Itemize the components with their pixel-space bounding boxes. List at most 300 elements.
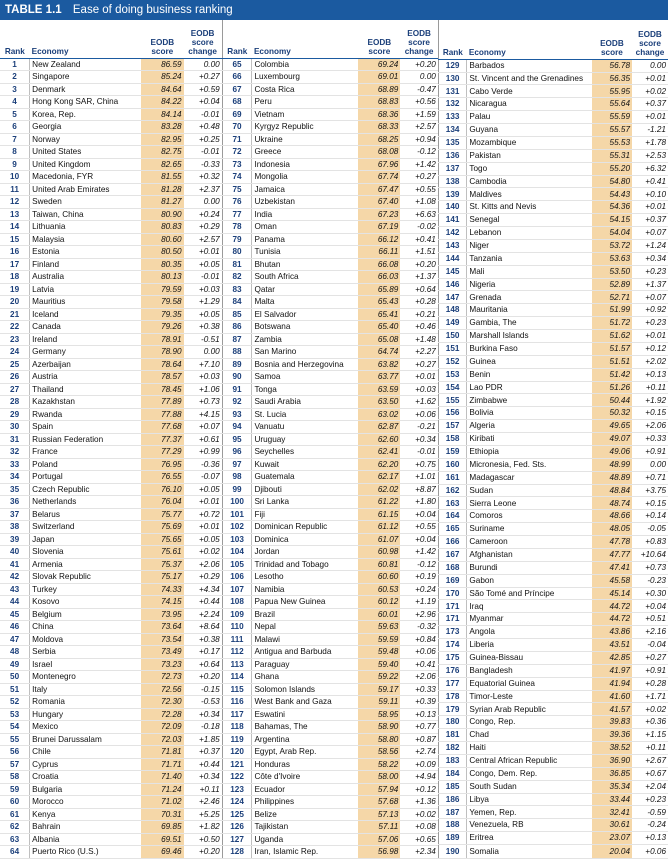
- score-cell: 84.22: [141, 96, 184, 109]
- economy-cell: Ukraine: [252, 133, 358, 146]
- economy-cell: Cyprus: [30, 758, 141, 771]
- economy-cell: Japan: [30, 533, 141, 546]
- table-row: [0, 333, 222, 346]
- rank-cell: 63: [0, 833, 30, 846]
- header-score: EODB score: [592, 20, 632, 59]
- table-row: [222, 408, 438, 421]
- table-row: [0, 746, 222, 759]
- rank-cell: 57: [0, 758, 30, 771]
- change-cell: +1.62: [400, 396, 438, 409]
- change-cell: +0.11: [632, 742, 668, 755]
- table-row: [222, 258, 438, 271]
- change-cell: +0.27: [400, 171, 438, 184]
- rank-cell: 96: [222, 446, 252, 459]
- rank-cell: 155: [438, 394, 467, 407]
- rank-cell: 85: [222, 308, 252, 321]
- table-row: [222, 121, 438, 134]
- score-cell: 76.04: [141, 496, 184, 509]
- economy-cell: Germany: [30, 346, 141, 359]
- rank-cell: 79: [222, 233, 252, 246]
- rank-cell: 137: [438, 162, 467, 175]
- change-cell: +0.23: [632, 265, 668, 278]
- economy-cell: Lao PDR: [467, 381, 592, 394]
- economy-cell: Peru: [252, 96, 358, 109]
- score-cell: 67.47: [358, 183, 400, 196]
- change-cell: -0.36: [184, 458, 222, 471]
- economy-cell: Argentina: [252, 733, 358, 746]
- economy-cell: Haiti: [467, 742, 592, 755]
- change-cell: +0.11: [184, 783, 222, 796]
- economy-cell: Bangladesh: [467, 664, 592, 677]
- score-cell: 76.55: [141, 471, 184, 484]
- table-row: [222, 733, 438, 746]
- rank-cell: 8: [0, 146, 30, 159]
- table-row: [438, 111, 668, 124]
- table-row: [222, 546, 438, 559]
- score-cell: 57.13: [358, 808, 400, 821]
- table-row: [0, 808, 222, 821]
- economy-cell: Chad: [467, 729, 592, 742]
- table-row: [222, 396, 438, 409]
- change-cell: +0.65: [400, 833, 438, 846]
- rank-cell: 64: [0, 846, 30, 859]
- economy-cell: South Africa: [252, 271, 358, 284]
- score-cell: 50.44: [592, 394, 632, 407]
- economy-cell: São Tomé and Príncipe: [467, 587, 592, 600]
- rank-cell: 19: [0, 283, 30, 296]
- score-cell: 51.51: [592, 355, 632, 368]
- table-row: [0, 671, 222, 684]
- economy-cell: Gabon: [467, 574, 592, 587]
- score-cell: 65.08: [358, 333, 400, 346]
- change-cell: +2.67: [632, 754, 668, 767]
- change-cell: -1.21: [632, 124, 668, 137]
- rank-cell: 68: [222, 96, 252, 109]
- table-row: [0, 396, 222, 409]
- table-row: [438, 201, 668, 214]
- change-cell: +0.03: [184, 283, 222, 296]
- table-row: [0, 58, 222, 71]
- economy-cell: Montenegro: [30, 671, 141, 684]
- economy-cell: Iraq: [467, 600, 592, 613]
- change-cell: +0.02: [184, 546, 222, 559]
- score-cell: 62.17: [358, 471, 400, 484]
- score-cell: 64.74: [358, 346, 400, 359]
- table-row: [222, 496, 438, 509]
- economy-cell: Albania: [30, 833, 141, 846]
- rank-cell: 177: [438, 677, 467, 690]
- table-row: [222, 796, 438, 809]
- economy-cell: Georgia: [30, 121, 141, 134]
- score-cell: 72.73: [141, 671, 184, 684]
- score-cell: 54.15: [592, 214, 632, 227]
- rank-cell: 150: [438, 330, 467, 343]
- table-row: [438, 458, 668, 471]
- table-header-row: [0, 20, 222, 58]
- rank-cell: 90: [222, 371, 252, 384]
- rank-cell: 16: [0, 246, 30, 259]
- score-cell: 63.02: [358, 408, 400, 421]
- score-cell: 73.54: [141, 633, 184, 646]
- economy-cell: Sierra Leone: [467, 497, 592, 510]
- economy-cell: Honduras: [252, 758, 358, 771]
- change-cell: +0.23: [632, 317, 668, 330]
- economy-cell: Brazil: [252, 608, 358, 621]
- score-cell: 78.64: [141, 358, 184, 371]
- rank-cell: 113: [222, 658, 252, 671]
- score-cell: 47.78: [592, 536, 632, 549]
- economy-cell: Canada: [30, 321, 141, 334]
- score-cell: 60.01: [358, 608, 400, 621]
- economy-cell: Seychelles: [252, 446, 358, 459]
- change-cell: +4.94: [400, 771, 438, 784]
- change-cell: +2.57: [184, 233, 222, 246]
- rank-cell: 13: [0, 208, 30, 221]
- rank-cell: 25: [0, 358, 30, 371]
- table-row: [0, 696, 222, 709]
- table-row: [222, 133, 438, 146]
- rank-cell: 51: [0, 683, 30, 696]
- score-cell: 32.41: [592, 806, 632, 819]
- table-row: [222, 333, 438, 346]
- economy-cell: St. Lucia: [252, 408, 358, 421]
- table-row: [0, 621, 222, 634]
- economy-cell: France: [30, 446, 141, 459]
- economy-cell: Angola: [467, 626, 592, 639]
- table-row: [0, 308, 222, 321]
- change-cell: +1.37: [632, 278, 668, 291]
- score-cell: 67.19: [358, 221, 400, 234]
- rank-cell: 44: [0, 596, 30, 609]
- change-cell: +0.04: [184, 96, 222, 109]
- score-cell: 48.84: [592, 484, 632, 497]
- economy-cell: Mongolia: [252, 171, 358, 184]
- table-row: [0, 271, 222, 284]
- rank-cell: 1: [0, 58, 30, 71]
- change-cell: +0.27: [400, 358, 438, 371]
- header-rank: Rank: [222, 20, 252, 58]
- score-cell: 81.55: [141, 171, 184, 184]
- economy-cell: Ecuador: [252, 783, 358, 796]
- rank-cell: 87: [222, 333, 252, 346]
- score-cell: 63.82: [358, 358, 400, 371]
- table-row: [438, 587, 668, 600]
- rank-cell: 3: [0, 83, 30, 96]
- change-cell: +0.75: [400, 458, 438, 471]
- score-cell: 77.89: [141, 396, 184, 409]
- table-row: [222, 308, 438, 321]
- rank-cell: 101: [222, 508, 252, 521]
- change-cell: +0.33: [400, 683, 438, 696]
- change-cell: +0.91: [632, 445, 668, 458]
- change-cell: +0.20: [184, 671, 222, 684]
- score-cell: 68.25: [358, 133, 400, 146]
- table-row: [438, 98, 668, 111]
- change-cell: +0.05: [184, 308, 222, 321]
- score-cell: 30.61: [592, 819, 632, 832]
- change-cell: +0.04: [632, 600, 668, 613]
- score-cell: 47.41: [592, 561, 632, 574]
- score-cell: 62.20: [358, 458, 400, 471]
- table-row: [438, 420, 668, 433]
- change-cell: +0.41: [400, 658, 438, 671]
- change-cell: +0.02: [400, 808, 438, 821]
- rank-cell: 115: [222, 683, 252, 696]
- rank-cell: 114: [222, 671, 252, 684]
- economy-cell: Sudan: [467, 484, 592, 497]
- table-row: [222, 646, 438, 659]
- table-row: [222, 558, 438, 571]
- economy-cell: Puerto Rico (U.S.): [30, 846, 141, 859]
- change-cell: +0.94: [400, 133, 438, 146]
- change-cell: +2.06: [632, 420, 668, 433]
- score-cell: 43.86: [592, 626, 632, 639]
- table-row: [438, 304, 668, 317]
- table-row: [438, 85, 668, 98]
- rank-cell: 127: [222, 833, 252, 846]
- change-cell: +1.82: [184, 821, 222, 834]
- table-row: [222, 83, 438, 96]
- table-row: [438, 188, 668, 201]
- economy-cell: Afghanistan: [467, 548, 592, 561]
- table-row: [222, 108, 438, 121]
- score-cell: 79.58: [141, 296, 184, 309]
- change-cell: +2.34: [400, 846, 438, 859]
- change-cell: +6.32: [632, 162, 668, 175]
- table-row: [222, 233, 438, 246]
- header-score: EODB score: [358, 20, 400, 58]
- rank-cell: 135: [438, 136, 467, 149]
- rank-cell: 67: [222, 83, 252, 96]
- table-row: [222, 358, 438, 371]
- change-cell: +0.84: [400, 633, 438, 646]
- change-cell: +0.23: [632, 793, 668, 806]
- score-cell: 58.56: [358, 746, 400, 759]
- economy-cell: Netherlands: [30, 496, 141, 509]
- change-cell: +0.17: [184, 646, 222, 659]
- table-row: [438, 832, 668, 845]
- table-row: [0, 646, 222, 659]
- score-cell: 68.89: [358, 83, 400, 96]
- economy-cell: Venezuela, RB: [467, 819, 592, 832]
- score-cell: 85.24: [141, 71, 184, 84]
- score-cell: 63.59: [358, 383, 400, 396]
- rank-cell: 186: [438, 793, 467, 806]
- change-cell: +0.36: [632, 716, 668, 729]
- rank-cell: 88: [222, 346, 252, 359]
- economy-cell: Botswana: [252, 321, 358, 334]
- rank-cell: 159: [438, 445, 467, 458]
- table-row: [0, 708, 222, 721]
- economy-cell: Zambia: [252, 333, 358, 346]
- change-cell: +0.44: [184, 596, 222, 609]
- score-cell: 66.12: [358, 233, 400, 246]
- change-cell: +0.37: [632, 214, 668, 227]
- change-cell: +2.37: [184, 183, 222, 196]
- economy-cell: Maldives: [467, 188, 592, 201]
- economy-cell: Mozambique: [467, 136, 592, 149]
- change-cell: +0.51: [632, 613, 668, 626]
- rank-cell: 84: [222, 296, 252, 309]
- score-cell: 38.52: [592, 742, 632, 755]
- change-cell: +0.39: [400, 696, 438, 709]
- change-cell: +0.77: [400, 721, 438, 734]
- economy-cell: Eswatini: [252, 708, 358, 721]
- score-cell: 60.98: [358, 546, 400, 559]
- economy-cell: Kyrgyz Republic: [252, 121, 358, 134]
- economy-cell: Congo, Dem. Rep.: [467, 767, 592, 780]
- table-row: [0, 758, 222, 771]
- change-cell: -0.01: [184, 271, 222, 284]
- change-cell: +0.05: [184, 533, 222, 546]
- change-cell: +0.32: [184, 171, 222, 184]
- score-cell: 58.90: [358, 721, 400, 734]
- change-cell: +0.41: [632, 175, 668, 188]
- rank-cell: 132: [438, 98, 467, 111]
- rank-cell: 120: [222, 746, 252, 759]
- economy-cell: Cameroon: [467, 536, 592, 549]
- rank-cell: 50: [0, 671, 30, 684]
- rank-cell: 92: [222, 396, 252, 409]
- table-row: [222, 721, 438, 734]
- rank-cell: 78: [222, 221, 252, 234]
- rank-cell: 39: [0, 533, 30, 546]
- rank-cell: 72: [222, 146, 252, 159]
- rank-cell: 133: [438, 111, 467, 124]
- rank-cell: 77: [222, 208, 252, 221]
- change-cell: +1.08: [400, 196, 438, 209]
- rank-cell: 121: [222, 758, 252, 771]
- table-row: [0, 83, 222, 96]
- economy-cell: Belize: [252, 808, 358, 821]
- table-row: [222, 471, 438, 484]
- table-row: [438, 754, 668, 767]
- change-cell: +0.02: [632, 703, 668, 716]
- header-score: EODB score: [141, 20, 184, 58]
- score-cell: 49.06: [592, 445, 632, 458]
- change-cell: -0.01: [184, 146, 222, 159]
- score-cell: 78.57: [141, 371, 184, 384]
- table-column-group: [222, 20, 438, 859]
- score-cell: 80.90: [141, 208, 184, 221]
- table-row: [222, 246, 438, 259]
- table-row: [438, 574, 668, 587]
- score-cell: 65.41: [358, 308, 400, 321]
- table-row: [222, 458, 438, 471]
- economy-cell: Côte d'Ivoire: [252, 771, 358, 784]
- table-row: [222, 783, 438, 796]
- score-cell: 80.60: [141, 233, 184, 246]
- change-cell: -0.12: [400, 558, 438, 571]
- score-cell: 56.98: [358, 846, 400, 859]
- table-row: [438, 793, 668, 806]
- change-cell: +5.25: [184, 808, 222, 821]
- economy-cell: Romania: [30, 696, 141, 709]
- score-cell: 43.51: [592, 639, 632, 652]
- rank-cell: 123: [222, 783, 252, 796]
- score-cell: 48.05: [592, 523, 632, 536]
- table-row: [438, 729, 668, 742]
- economy-cell: Panama: [252, 233, 358, 246]
- economy-cell: Syrian Arab Republic: [467, 703, 592, 716]
- score-cell: 67.74: [358, 171, 400, 184]
- rank-cell: 134: [438, 124, 467, 137]
- rank-cell: 33: [0, 458, 30, 471]
- rank-cell: 65: [222, 58, 252, 71]
- change-cell: +0.10: [632, 188, 668, 201]
- rank-cell: 128: [222, 846, 252, 859]
- change-cell: +0.55: [400, 183, 438, 196]
- change-cell: -0.53: [184, 696, 222, 709]
- score-cell: 78.45: [141, 383, 184, 396]
- score-cell: 59.17: [358, 683, 400, 696]
- score-cell: 67.23: [358, 208, 400, 221]
- economy-cell: Mexico: [30, 721, 141, 734]
- table-row: [222, 633, 438, 646]
- change-cell: +0.27: [632, 651, 668, 664]
- rank-cell: 126: [222, 821, 252, 834]
- economy-cell: Israel: [30, 658, 141, 671]
- change-cell: +8.64: [184, 621, 222, 634]
- score-cell: 51.62: [592, 330, 632, 343]
- score-cell: 60.81: [358, 558, 400, 571]
- economy-cell: China: [30, 621, 141, 634]
- score-cell: 59.11: [358, 696, 400, 709]
- change-cell: +0.24: [184, 208, 222, 221]
- table-column-group: [0, 20, 222, 859]
- economy-cell: Malaysia: [30, 233, 141, 246]
- table-row: [438, 626, 668, 639]
- table-row: [438, 677, 668, 690]
- economy-cell: Antigua and Barbuda: [252, 646, 358, 659]
- header-economy: Economy: [467, 20, 592, 59]
- economy-cell: Hungary: [30, 708, 141, 721]
- rank-cell: 20: [0, 296, 30, 309]
- economy-cell: Uruguay: [252, 433, 358, 446]
- score-cell: 69.46: [141, 846, 184, 859]
- score-cell: 73.49: [141, 646, 184, 659]
- economy-cell: Philippines: [252, 796, 358, 809]
- change-cell: -0.02: [400, 221, 438, 234]
- rank-cell: 53: [0, 708, 30, 721]
- change-cell: +0.61: [184, 433, 222, 446]
- change-cell: +0.27: [184, 71, 222, 84]
- score-cell: 51.42: [592, 368, 632, 381]
- table-row: [222, 808, 438, 821]
- rank-cell: 163: [438, 497, 467, 510]
- change-cell: +1.59: [400, 108, 438, 121]
- score-cell: 71.71: [141, 758, 184, 771]
- score-cell: 55.64: [592, 98, 632, 111]
- rank-cell: 156: [438, 407, 467, 420]
- table-row: [0, 133, 222, 146]
- table-row: [222, 683, 438, 696]
- economy-cell: Ireland: [30, 333, 141, 346]
- economy-cell: Senegal: [467, 214, 592, 227]
- change-cell: +0.34: [184, 708, 222, 721]
- table-row: [0, 158, 222, 171]
- table-row: [0, 421, 222, 434]
- economy-cell: United Kingdom: [30, 158, 141, 171]
- rank-cell: 184: [438, 767, 467, 780]
- header-change: EODB score change: [632, 20, 668, 59]
- score-cell: 74.33: [141, 583, 184, 596]
- change-cell: +0.01: [184, 246, 222, 259]
- change-cell: +6.63: [400, 208, 438, 221]
- table-row: [438, 124, 668, 137]
- score-cell: 53.63: [592, 252, 632, 265]
- economy-cell: Indonesia: [252, 158, 358, 171]
